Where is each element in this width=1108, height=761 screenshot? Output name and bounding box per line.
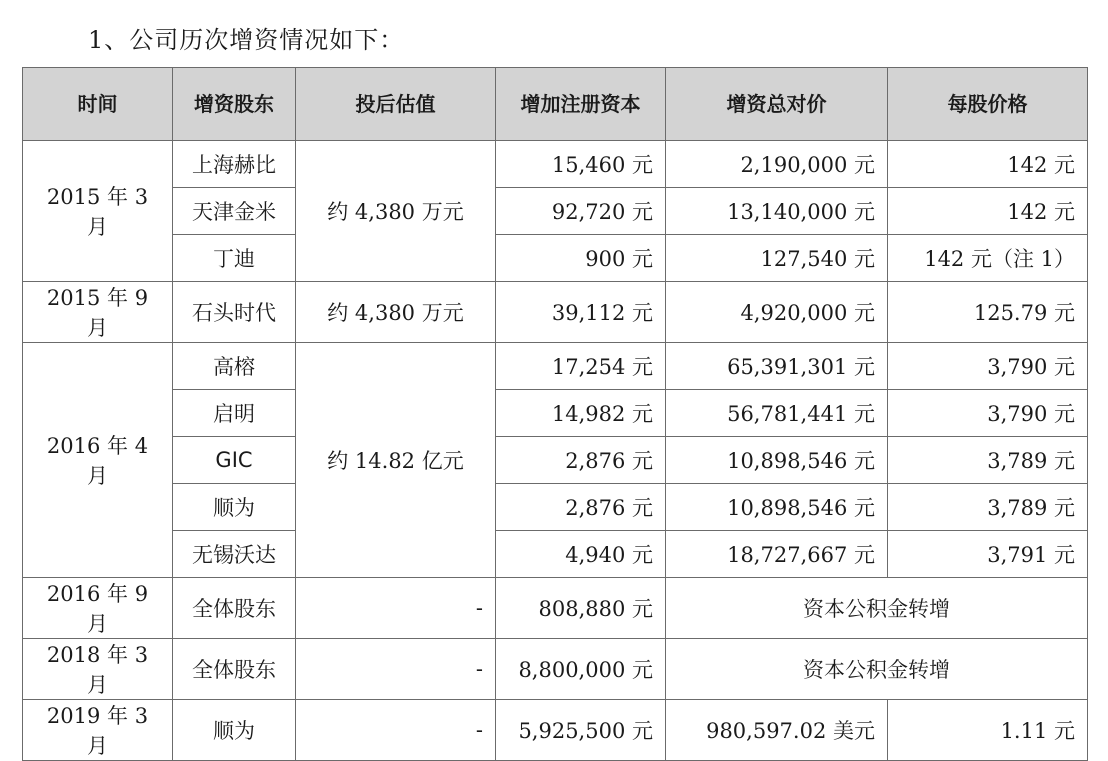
cell-holder: 全体股东 — [173, 578, 296, 639]
cell-capital: 5,925,500 元 — [496, 700, 666, 761]
table-row — [23, 700, 1088, 761]
cell-price: 142 元（注 1） — [888, 235, 1088, 282]
cell-valuation: - — [296, 700, 496, 761]
cell-holder: GIC — [173, 437, 296, 484]
table-row — [23, 188, 1088, 235]
table-row — [23, 484, 1088, 531]
header-time: 时间 — [23, 68, 173, 141]
cell-consideration: 13,140,000 元 — [666, 188, 888, 235]
cell-price: 142 元 — [888, 188, 1088, 235]
table-row — [23, 531, 1088, 578]
cell-price: 3,791 元 — [888, 531, 1088, 578]
capital-increase-table — [22, 67, 1088, 761]
header-consideration: 增资总对价 — [666, 68, 888, 141]
cell-consideration: 980,597.02 美元 — [666, 700, 888, 761]
table-header-row — [23, 68, 1088, 141]
cell-capital: 2,876 元 — [496, 484, 666, 531]
cell-holder: 无锡沃达 — [173, 531, 296, 578]
cell-time: 2019 年 3 月 — [23, 700, 173, 761]
cell-capital: 4,940 元 — [496, 531, 666, 578]
cell-time: 2015 年 3 月 — [23, 141, 173, 282]
cell-holder: 顺为 — [173, 700, 296, 761]
cell-valuation: 约 14.82 亿元 — [296, 343, 496, 578]
table-row — [23, 282, 1088, 343]
cell-time: 2016 年 9 月 — [23, 578, 173, 639]
header-holder: 增资股东 — [173, 68, 296, 141]
cell-note: 资本公积金转增 — [666, 578, 1088, 639]
cell-price: 125.79 元 — [888, 282, 1088, 343]
cell-price: 3,790 元 — [888, 390, 1088, 437]
cell-holder: 启明 — [173, 390, 296, 437]
table-row — [23, 639, 1088, 700]
table-row — [23, 235, 1088, 282]
cell-valuation: - — [296, 639, 496, 700]
cell-consideration: 10,898,546 元 — [666, 484, 888, 531]
cell-valuation: 约 4,380 万元 — [296, 141, 496, 282]
cell-holder: 丁迪 — [173, 235, 296, 282]
cell-capital: 39,112 元 — [496, 282, 666, 343]
cell-holder: 石头时代 — [173, 282, 296, 343]
cell-holder: 顺为 — [173, 484, 296, 531]
cell-consideration: 10,898,546 元 — [666, 437, 888, 484]
table-row — [23, 578, 1088, 639]
header-capital: 增加注册资本 — [496, 68, 666, 141]
cell-consideration: 4,920,000 元 — [666, 282, 888, 343]
cell-note: 资本公积金转增 — [666, 639, 1088, 700]
section-heading: 1、公司历次增资情况如下： — [88, 26, 405, 54]
cell-consideration: 127,540 元 — [666, 235, 888, 282]
cell-valuation: 约 4,380 万元 — [296, 282, 496, 343]
cell-capital: 8,800,000 元 — [496, 639, 666, 700]
cell-holder: 天津金米 — [173, 188, 296, 235]
cell-price: 1.11 元 — [888, 700, 1088, 761]
cell-time: 2016 年 4 月 — [23, 343, 173, 578]
table-row — [23, 343, 1088, 390]
cell-consideration: 65,391,301 元 — [666, 343, 888, 390]
cell-time: 2015 年 9 月 — [23, 282, 173, 343]
table-row — [23, 141, 1088, 188]
cell-time: 2018 年 3 月 — [23, 639, 173, 700]
table-row — [23, 390, 1088, 437]
cell-capital: 15,460 元 — [496, 141, 666, 188]
cell-price: 3,789 元 — [888, 437, 1088, 484]
header-valuation: 投后估值 — [296, 68, 496, 141]
cell-consideration: 18,727,667 元 — [666, 531, 888, 578]
cell-capital: 14,982 元 — [496, 390, 666, 437]
cell-price: 3,789 元 — [888, 484, 1088, 531]
cell-holder: 上海赫比 — [173, 141, 296, 188]
cell-price: 142 元 — [888, 141, 1088, 188]
cell-valuation: - — [296, 578, 496, 639]
cell-holder: 高榕 — [173, 343, 296, 390]
cell-price: 3,790 元 — [888, 343, 1088, 390]
cell-capital: 900 元 — [496, 235, 666, 282]
header-price: 每股价格 — [888, 68, 1088, 141]
cell-capital: 92,720 元 — [496, 188, 666, 235]
cell-holder: 全体股东 — [173, 639, 296, 700]
table-row — [23, 437, 1088, 484]
cell-capital: 2,876 元 — [496, 437, 666, 484]
cell-capital: 808,880 元 — [496, 578, 666, 639]
cell-consideration: 56,781,441 元 — [666, 390, 888, 437]
cell-consideration: 2,190,000 元 — [666, 141, 888, 188]
cell-capital: 17,254 元 — [496, 343, 666, 390]
